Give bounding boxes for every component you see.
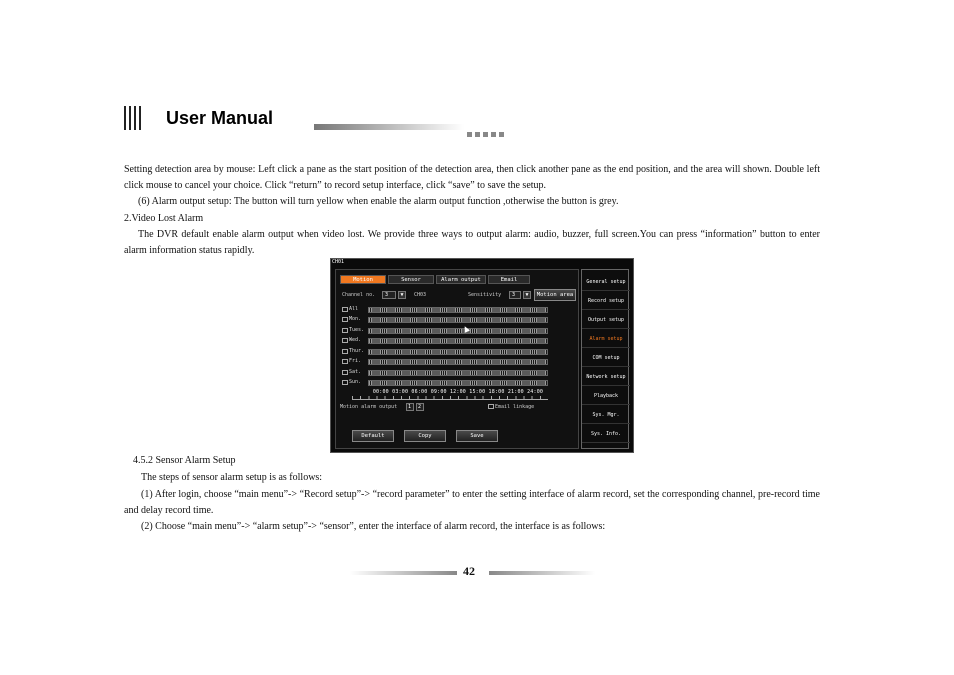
- page-number: 42: [463, 564, 475, 578]
- sensitivity-label: Sensitivity: [468, 292, 502, 298]
- paragraph-alarm-output: (6) Alarm output setup: The button will turn yellow when enable the alarm output function ,otherwise the button is grey.: [138, 196, 619, 207]
- tab-motion[interactable]: Motion: [340, 275, 386, 284]
- footer-rule-right: [489, 571, 595, 575]
- default-button[interactable]: Default: [352, 430, 394, 442]
- timeline-ruler: [352, 396, 548, 400]
- channel-label: Channel no.: [342, 292, 376, 298]
- sensitivity-dropdown-icon[interactable]: ▼: [523, 291, 531, 299]
- dvr-alarm-setup-screenshot: [330, 258, 634, 453]
- channel-name: CH03: [414, 292, 427, 298]
- timeline-labels: 00:00 03:00 06:00 09:00 12:00 15:00 18:00 21:00 24:00: [372, 389, 544, 395]
- email-linkage-checkbox[interactable]: [488, 404, 494, 409]
- header-bars-icon: [124, 106, 142, 130]
- section-sensor-alarm-setup: 4.5.2 Sensor Alarm Setup: [133, 455, 236, 466]
- paragraph-mouse-setting: Setting detection area by mouse: Left click a pane as the start position of the detection area, then click another pane as the end position, and the area will shown. Double left click mouse to cancel your choice. Click “return” to record setup interface, click “save” to save the setup.: [124, 164, 820, 191]
- copy-button[interactable]: Copy: [404, 430, 446, 442]
- channel-select[interactable]: 3: [382, 291, 396, 299]
- side-item-general-setup[interactable]: General setup: [582, 273, 630, 291]
- side-item-network-setup[interactable]: Network setup: [582, 368, 630, 386]
- motion-alarm-output-label: Motion alarm output: [340, 404, 398, 410]
- side-item-sys-info[interactable]: Sys. Info.: [582, 425, 630, 443]
- page-header-title: User Manual: [166, 108, 274, 128]
- tab-email[interactable]: Email: [488, 275, 530, 284]
- side-item-sys-mgr[interactable]: Sys. Mgr.: [582, 406, 630, 424]
- paragraph-video-lost: The DVR default enable alarm output when video lost. We provide three ways to output alarm: audio, buzzer, full screen.You can press “information” button to enter alarm information status rapidly.: [124, 229, 820, 256]
- sensitivity-select[interactable]: 3: [509, 291, 521, 299]
- tab-alarm-output[interactable]: Alarm output: [436, 275, 486, 284]
- side-item-com-setup[interactable]: COM setup: [582, 349, 630, 367]
- side-item-alarm-setup[interactable]: Alarm setup: [582, 330, 630, 348]
- section-video-lost: 2.Video Lost Alarm: [124, 213, 204, 224]
- channel-dropdown-icon[interactable]: ▼: [398, 291, 406, 299]
- alarm-output-2-button[interactable]: 2: [416, 403, 424, 411]
- motion-area-button[interactable]: Motion area: [534, 289, 576, 301]
- paragraph-sensor-step-2: (2) Choose “main menu”-> “alarm setup”-> “sensor”, enter the interface of alarm record, the interface is as follows:: [141, 521, 606, 532]
- side-item-output-setup[interactable]: Output setup: [582, 311, 630, 329]
- motion-panel: Motion Sensor Alarm output Email Channel no. 3 ▼ CH03 Sensitivity 3 ▼ Motion area All Mon. Tues. Wed. Thur. Fri. Sat. Sun. 00:00 03:00 06:00 09:00 12:00 15:00 18:00 21:00 24:00 Motion alarm output 1 2 Email linkage Default Copy Save: [335, 269, 579, 449]
- save-button[interactable]: Save: [456, 430, 498, 442]
- channel-corner-label: CH01: [332, 259, 345, 265]
- paragraph-sensor-step-1: (1) After login, choose “main menu”-> “Record setup”-> “record parameter” to enter the setting interface of alarm record, set the corresponding channel, pre-record time and delay record time.: [124, 489, 820, 516]
- header-squares-decoration: [467, 124, 507, 142]
- paragraph-sensor-steps: The steps of sensor alarm setup is as follows:: [141, 472, 323, 483]
- email-linkage-label: Email linkage: [495, 404, 535, 410]
- side-item-record-setup[interactable]: Record setup: [582, 292, 630, 310]
- side-item-playback[interactable]: Playback: [582, 387, 630, 405]
- footer-rule-left: [350, 571, 457, 575]
- alarm-output-1-button[interactable]: 1: [406, 403, 414, 411]
- header-gradient-rule: [314, 124, 464, 130]
- tab-sensor[interactable]: Sensor: [388, 275, 434, 284]
- setup-side-menu: [581, 269, 629, 449]
